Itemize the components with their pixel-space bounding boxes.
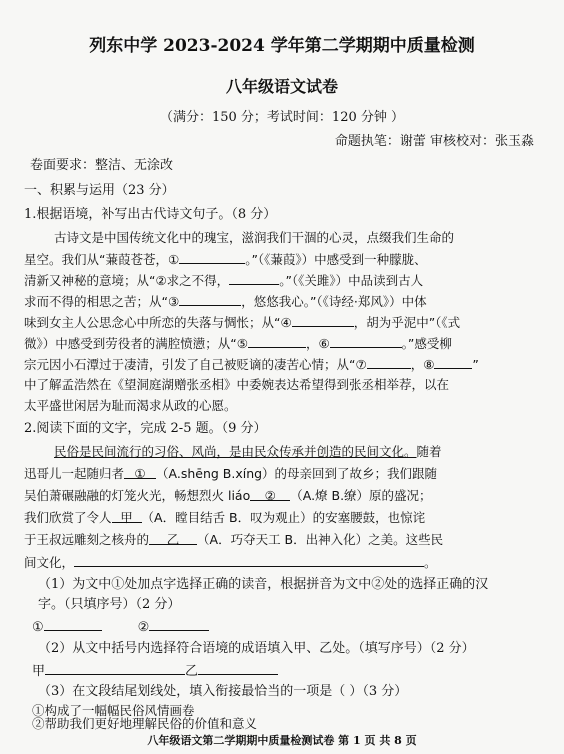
q1-line: 古诗文是中国传统文化中的瑰宝，滋润我们干涸的心灵，点缀我们生命的: [54, 230, 455, 245]
score-time: （满分：150 分；考试时间：120 分钟 ）: [159, 110, 405, 125]
q2-passage-line: 吴伯萧碾融融的灯笼火光，畅想烈火 liáo ② （A.燎 B.缭）原的盛况；: [24, 488, 432, 503]
answer-blank[interactable]: [434, 356, 472, 369]
q1-title: 1.根据语境，补写出古代诗文句子。（8 分）: [24, 207, 277, 222]
answer-blank[interactable]: [149, 618, 209, 631]
q2-sub2: （2）从文中括号内选择符合语境的成语填入甲、乙处。（填写序号）（2 分）: [38, 641, 475, 656]
q2-passage-line: 迅哥儿一起随归者 ① （A.shēng B.xíng）的母亲回到了故乡；我们跟随: [24, 466, 438, 481]
q2-sub1-cont: 字。（只填序号）（2 分）: [38, 597, 181, 612]
exam-subtitle: 八年级语文试卷: [225, 77, 338, 96]
blank-1[interactable]: ①: [124, 466, 156, 479]
q2-sub1-answers: ① ②: [32, 618, 209, 636]
blank-jia[interactable]: 甲: [112, 510, 142, 523]
q1-line: 微》）中感受到劳役者的满腔愤懑；从“⑤ ，⑥ 。”感受柳: [24, 336, 452, 351]
section1-title: 一、积累与运用（23 分）: [24, 183, 175, 198]
answer-blank[interactable]: [229, 272, 279, 285]
option-2: ②帮助我们更好地理解民俗的价值和意义: [32, 716, 258, 731]
q1-line: 中了解孟浩然在《望洞庭湖赠张丞相》中委婉表达希望得到张丞相举荐，以在: [24, 377, 450, 392]
q2-sub2-answers: 甲 乙: [32, 662, 278, 680]
requirements: 卷面要求：整洁、无涂改: [30, 158, 174, 173]
q2-title: 2.阅读下面的文字，完成 2-5 题。（9 分）: [24, 421, 267, 436]
page-footer: 八年级语文第二学期期中质量检测试卷 第 1 页 共 8 页: [147, 734, 417, 747]
blank-2[interactable]: ②: [250, 488, 290, 501]
q1-line: 星空。我们从“蒹葭苍苍，① 。”（《蒹葭》）中感受到一种朦胧、: [24, 252, 427, 267]
blank-yi[interactable]: 乙: [149, 532, 197, 545]
q2-passage-line: 我们欣赏了令人 甲 （A．瞠目结舌 B．叹为观止）的安塞腰鼓，也惊诧: [24, 510, 426, 525]
q2-passage-line: 民俗是民间流行的习俗、风尚，是由民众传承并创造的民间文化。随着: [54, 444, 442, 459]
option-1: ①构成了一幅幅民俗风情画卷: [32, 703, 195, 718]
answer-blank[interactable]: [367, 356, 411, 369]
q1-line: 清新又神秘的意境；从“②求之不得， 。”（《关雎》）中品读到古人: [24, 273, 424, 288]
q2-passage-line: 间文化， 。: [24, 555, 437, 570]
answer-blank[interactable]: [248, 335, 306, 348]
answer-blank[interactable]: [44, 618, 102, 631]
q2-sub3: （3）在文段结尾划线处，填入衔接最恰当的一项是（ ）（3 分）: [38, 684, 408, 699]
answer-blank[interactable]: [198, 662, 278, 675]
q1-line: 宗元因小石潭过于凄清，引发了自己被贬谪的凄苦心情；从“⑦ ，⑧ ”: [24, 357, 479, 372]
answer-blank[interactable]: [179, 293, 241, 306]
q2-passage-line: 于王叔远雕刻之核舟的 乙 （A．巧夺天工 B．出神入化）之美。这些民: [24, 532, 444, 547]
blank-ending[interactable]: [74, 554, 424, 567]
answer-blank[interactable]: [330, 335, 402, 348]
q1-line: 味到女主人公思念心中所恋的失落与惆怅；从“④ ，胡为乎泥中”（《式: [24, 315, 461, 330]
q2-sub1: （1）为文中①处加点字选择正确的读音，根据拼音为文中②处的选择正确的汉: [38, 577, 489, 592]
q1-line: 太平盛世闲居为耻而渴求从政的心愿。: [24, 398, 237, 413]
authors: 命题执笔：谢蕾 审核校对：张玉淼: [334, 134, 534, 149]
answer-blank[interactable]: [45, 662, 185, 675]
exam-title: 列东中学 2023-2024 学年第二学期期中质量检测: [89, 36, 475, 56]
answer-blank[interactable]: [179, 251, 245, 264]
q1-line: 求而不得的相思之苦；从“③ ，悠悠我心。”（《诗经·郑风》）中体: [24, 294, 427, 309]
answer-blank[interactable]: [292, 314, 354, 327]
